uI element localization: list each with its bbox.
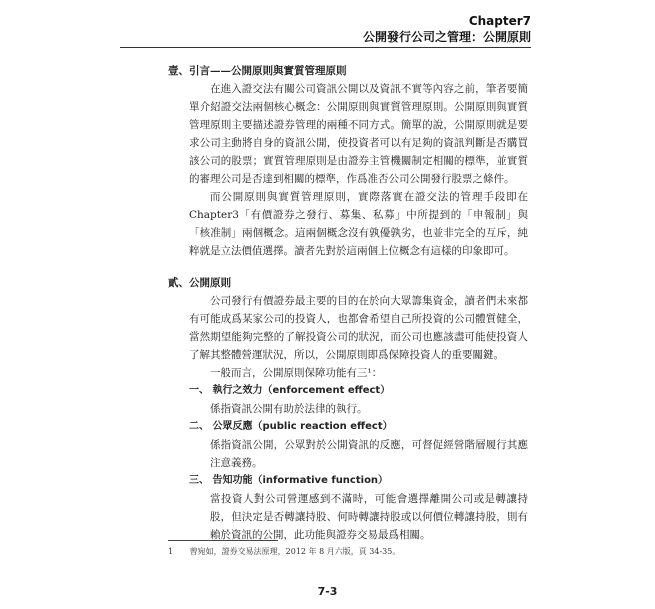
chapter-label: Chapter7: [468, 14, 531, 28]
section-heading-disclosure: 貳、公開原則: [168, 277, 231, 289]
item-label: 二、 公眾反應（public reaction effect）: [189, 421, 393, 432]
chapter-title: 公開發行公司之管理：公開原則: [362, 30, 531, 44]
item-label: 三、 告知功能（informative function）: [189, 475, 389, 486]
footnote-divider: [168, 540, 278, 541]
item-description: 係指資訊公開，公眾對於公開資訊的反應，可督促經營階層履行其應注意義務。: [210, 439, 528, 469]
header-divider: [120, 47, 531, 48]
footnote: [168, 546, 400, 557]
function-item-informative: [189, 472, 528, 490]
function-item-enforcement: [189, 382, 528, 400]
paragraph: 而公開原則與實質管理原則，實際落實在證交法的管理手段即在Chapter3「有價證券之發行、募集、私募」中所提到的「申報制」與「核准制」兩個概念。這兩個概念沒有孰優孰劣，也並非完全的互斥，純粹就是立法價值選擇。讀者先對於這兩個上位概念有這樣的印象即可。: [189, 191, 528, 257]
footnote-number: 1: [168, 547, 174, 556]
page-number: 7-3: [317, 585, 338, 598]
item-description: 當投資人對公司營運感到不滿時，可能會選擇離開公司或是轉讓持股，但決定是否轉讓持股、何時轉讓持股或以何價位轉讓持股，則有賴於資訊的公開，此功能與證券交易最爲相關。: [210, 493, 528, 541]
paragraph: 在進入證交法有關公司資訊公開以及資訊不實等內容之前，筆者要簡單介紹證交法兩個核心概念：公開原則與實質管理原則。公開原則與實質管理原則主要描述證券管理的兩種不同方式。簡單的說，公開原則就是要求公司主動將自身的資訊公開，使投資者可以有足夠的資訊判斷是否購買該公司的股票；實質管理原則是由證券主管機關制定相關的標準，並實質的審理公司是否達到相關的標準，作爲准否公司公開發行股票之條件。: [189, 83, 528, 185]
section-heading-intro: 壹、引言——公開原則與實質管理原則: [168, 65, 347, 77]
item-label: 一、 執行之效力（enforcement effect）: [189, 385, 391, 396]
paragraph: 公司發行有價證券最主要的目的在於向大眾籌集資金，讀者們未來都有可能成爲某家公司的投資人，也都會希望自己所投資的公司體質健全，當然期望能夠完整的了解投資公司的狀況，而公司也應該盡可能使投資人了解其整體營運狀況，所以，公開原則即爲保障投資人的重要關鍵。: [189, 295, 528, 361]
function-item-public-reaction: [189, 418, 528, 436]
footnote-text: 曾宛如，證券交易法原理，2012 年 8 月六版，頁 34-35。: [189, 547, 401, 556]
page-body: [168, 62, 528, 544]
paragraph: 一般而言，公開原則保障功能有三¹：: [210, 367, 383, 379]
item-description: 係指資訊公開有助於法律的執行。: [210, 403, 368, 415]
